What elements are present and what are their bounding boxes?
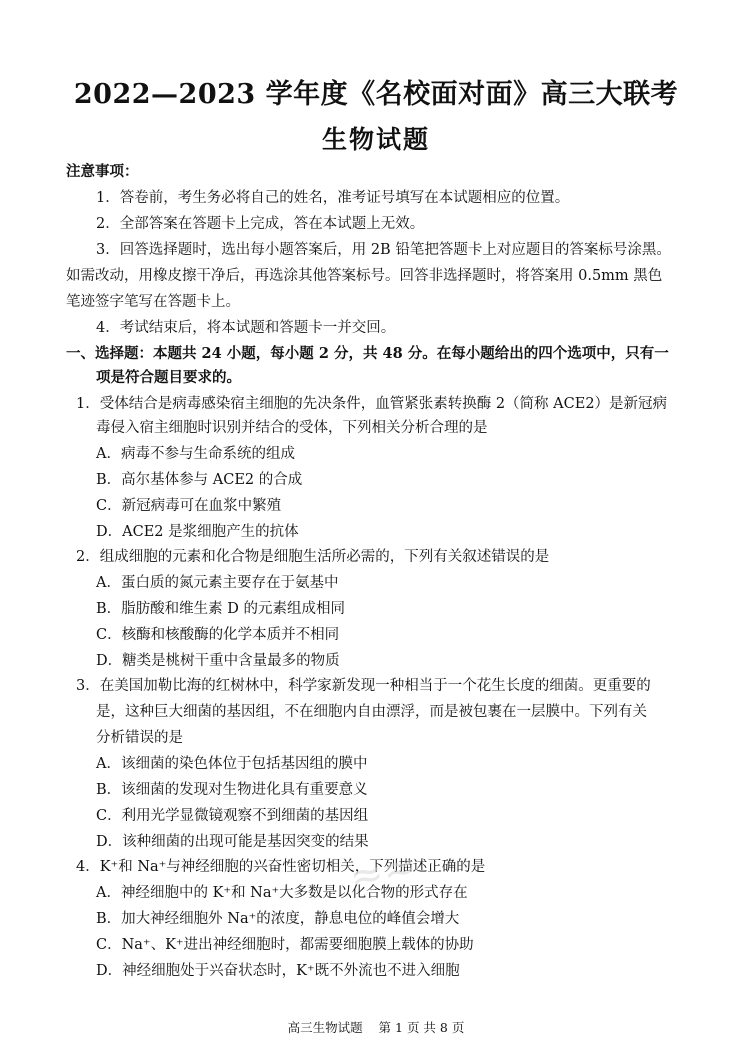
question-option: D．神经细胞处于兴奋状态时，K⁺既不外流也不进入细胞 [96, 963, 460, 979]
question-stem: 4．K⁺和 Na⁺与神经细胞的兴奋性密切相关，下列描述正确的是 [76, 859, 486, 875]
question-option: B．高尔基体参与 ACE2 的合成 [96, 472, 303, 488]
notice-item: 2．全部答案在答题卡上完成，答在本试题上无效。 [96, 216, 425, 232]
notice-item: 4．考试结束后，将本试题和答题卡一并交回。 [96, 320, 396, 336]
question-stem: 2．组成细胞的元素和化合物是细胞生活所必需的，下列有关叙述错误的是 [76, 549, 550, 565]
question-option: C．新冠病毒可在血浆中繁殖 [96, 498, 282, 514]
exam-subtitle: 生物试题 [321, 125, 430, 154]
section-heading: 一、选择题：本题共 24 小题，每小题 2 分，共 48 分。在每小题给出的四个选项中，只有一 [66, 345, 669, 362]
notice-heading: 注意事项： [66, 163, 139, 180]
question-stem-continued: 分析错误的是 [96, 730, 183, 746]
question-stem: 1．受体结合是病毒感染宿主细胞的先决条件，血管紧张素转换酶 2（简称 ACE2）是新冠病 [76, 396, 668, 412]
question-option: C．Na⁺、K⁺进出神经细胞时，都需要细胞膜上载体的协助 [96, 937, 474, 953]
question-option: C．核酶和核酸酶的化学本质并不相同 [96, 627, 340, 643]
question-option: C．利用光学显微镜观察不到细菌的基因组 [96, 808, 369, 824]
question-option: D．ACE2 是浆细胞产生的抗体 [96, 524, 299, 540]
question-stem-continued: 是，这种巨大细菌的基因组，不在细胞内自由漂浮，而是被包裹在一层膜中。下列有关 [96, 704, 647, 720]
notice-item: 1．答卷前，考生务必将自己的姓名，准考证号填写在本试题相应的位置。 [96, 190, 570, 206]
question-option: A．病毒不参与生命系统的组成 [96, 446, 295, 462]
notice-item-continued: 如需改动，用橡皮擦干净后，再选涂其他答案标号。回答非选择题时，将答案用 0.5mm 黑色 [66, 268, 663, 284]
question-option: B．该细菌的发现对生物进化具有重要意义 [96, 782, 368, 798]
section-heading-continued: 项是符合题目要求的。 [96, 369, 241, 386]
question-option: A．蛋白质的氮元素主要存在于氨基中 [96, 575, 339, 591]
notice-item: 3．回答选择题时，选出每小题答案后，用 2B 铅笔把答题卡上对应题目的答案标号涂黑。 [96, 242, 671, 258]
question-stem-continued: 毒侵入宿主细胞时识别并结合的受体，下列相关分析合理的是 [96, 420, 488, 436]
question-option: D．糖类是桃树干重中含量最多的物质 [96, 653, 340, 669]
question-option: D．该种细菌的出现可能是基因突变的结果 [96, 834, 369, 850]
question-option: A．该细菌的染色体位于包括基因组的膜中 [96, 756, 368, 772]
question-option: B．脂肪酸和维生素 D 的元素组成相同 [96, 601, 345, 617]
watermark-image: ≈≈ [345, 842, 421, 902]
question-stem: 3．在美国加勒比海的红树林中，科学家新发现一种相当于一个花生长度的细菌。更重要的 [76, 678, 651, 694]
notice-item-continued: 笔迹签字笔写在答题卡上。 [66, 294, 240, 310]
question-option: A．神经细胞中的 K⁺和 Na⁺大多数是以化合物的形式存在 [96, 885, 468, 901]
exam-title: 2022—2023 学年度《名校面对面》高三大联考 [73, 79, 679, 110]
question-option: B．加大神经细胞外 Na⁺的浓度，静息电位的峰值会增大 [96, 911, 460, 927]
page-footer: 高三生物试题 第 1 页 共 8 页 [287, 1020, 465, 1035]
